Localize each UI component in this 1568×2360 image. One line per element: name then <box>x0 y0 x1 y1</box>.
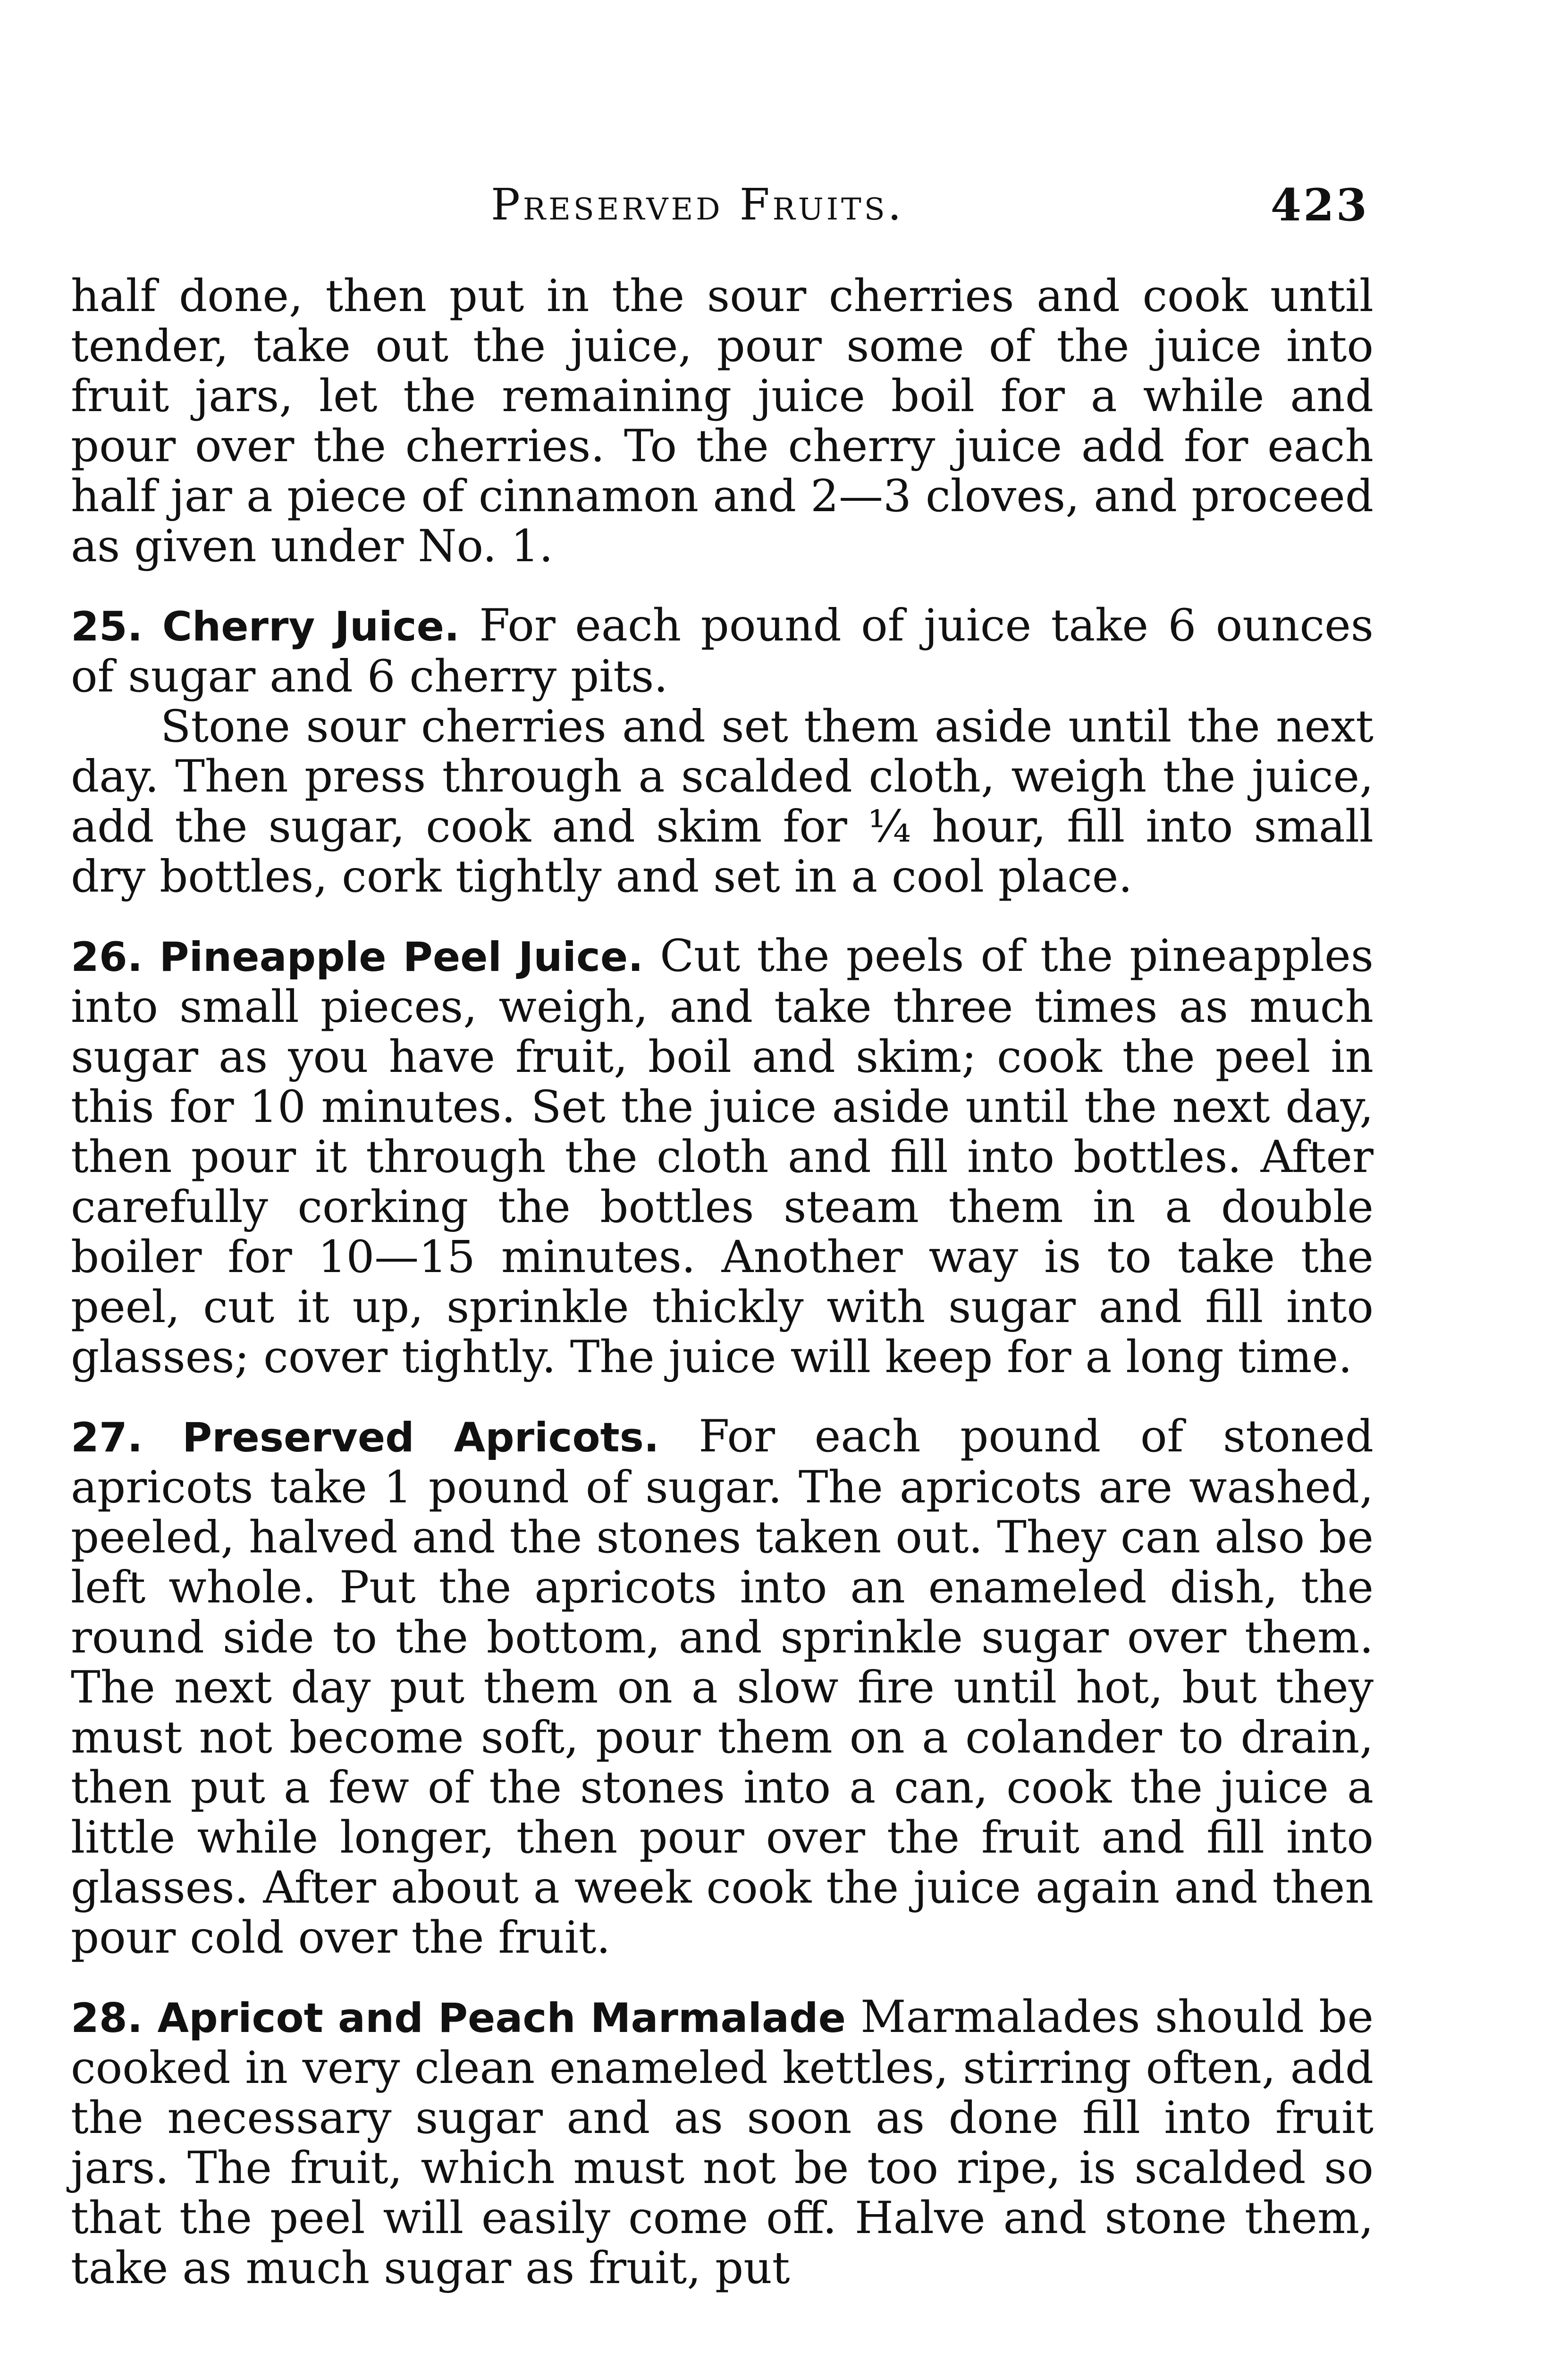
recipe-text: Marmalades should be cooked in very clean enameled kettles, stirring often, add the necessary sugar and as soon as done fill into fruit jars. The fruit, which must not be too ripe, is scalded so that the peel will easily come off. Halve and stone them, take as much sugar as fruit, put <box>71 1991 1374 2294</box>
running-title: Preserved Fruits. <box>491 179 904 230</box>
recipe-text: For each pound of stoned apricots take 1 pound of sugar. The apricots are washed, peeled, halved and the stones taken out. They can also be left whole. Put the apricots into an enameled dish, the round side to the bottom, and sprinkle sugar over them. The next day put them on a slow fire until hot, but they must not become soft, pour them on a colander to drain, then put a few of the stones into a can, cook the juice a little while longer, then pour over the fruit and fill into glasses. After about a week cook the juice again and then pour cold over the fruit. <box>71 1411 1374 1964</box>
recipe-26 <box>71 931 1374 1382</box>
recipe-title: Apricot and Peach Marmalade <box>157 1995 846 2042</box>
continuation-paragraph: half done, then put in the sour cherries and cook until tender, take out the juice, pour some of the juice into fruit jars, let the remaining juice boil for a while and pour over the cherries. To the cherry juice add for each half jar a piece of cinnamon and 2—3 cloves, and proceed as given under No. 1. <box>71 270 1374 572</box>
recipe-title: Preserved Apricots. <box>182 1414 659 1461</box>
page-number: 423 <box>1270 179 1369 231</box>
recipe-number: 25. <box>71 603 143 650</box>
recipe-text: Cut the peels of the pineapples into small pieces, weigh, and take three times as much sugar as you have fruit, boil and skim; cook the peel in this for 10 minutes. Set the juice aside until the next day, then pour it through the cloth and fill into bottles. After carefully corking the bottles steam them in a double boiler for 10—15 minutes. Another way is to take the peel, cut it up, sprinkle thickly with sugar and fill into glasses; cover tightly. The juice will keep for a long time. <box>71 930 1374 1383</box>
recipe-title: Pineapple Peel Juice. <box>159 934 643 981</box>
recipe-text: For each pound of juice take 6 ounces of sugar and 6 cherry pits. <box>71 600 1374 702</box>
page-body <box>71 271 1374 2293</box>
running-head <box>76 179 1369 236</box>
recipe-title: Cherry Juice. <box>162 603 460 650</box>
recipe-number: 26. <box>71 934 143 981</box>
recipe-28 <box>71 1992 1374 2293</box>
recipe-number: 28. <box>71 1995 143 2042</box>
recipe-25 <box>71 601 1374 702</box>
recipe-27 <box>71 1412 1374 1963</box>
recipe-number: 27. <box>71 1414 143 1461</box>
recipe-25-method: Stone sour cherries and set them aside until the next day. Then press through a scalded cloth, weigh the juice, add the sugar, cook and skim for ¼ hour, fill into small dry bottles, cork tightly and set in a cool place. <box>71 701 1374 902</box>
